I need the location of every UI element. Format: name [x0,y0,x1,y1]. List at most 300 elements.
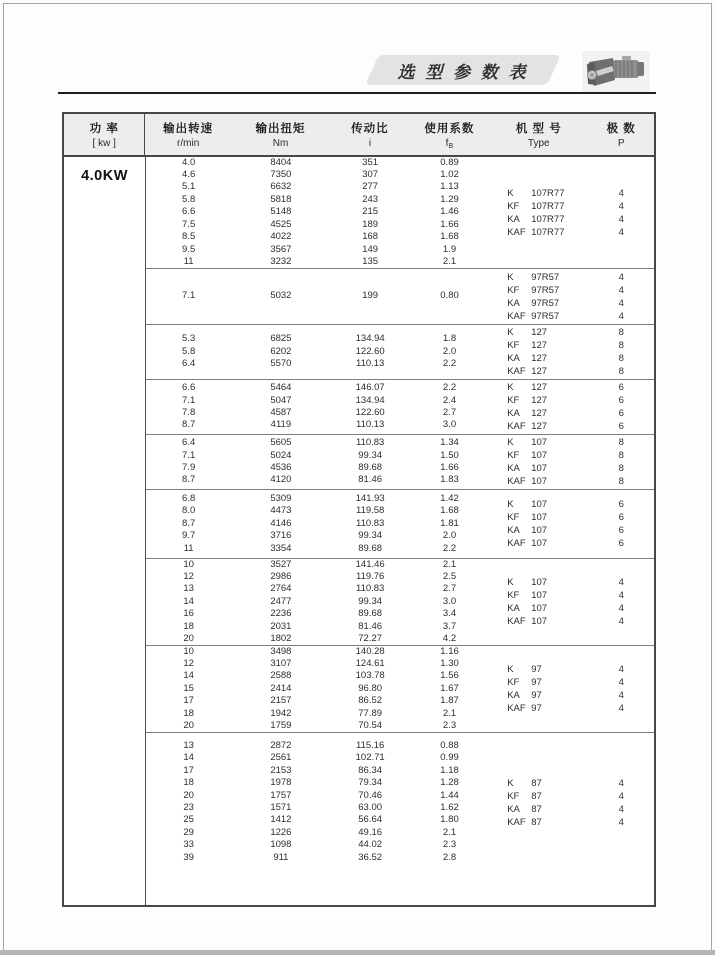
output-torque-value: 3498 [270,645,292,657]
poles-value: 4 [618,310,624,322]
ratio-value: 103.78 [355,670,385,682]
output-torque-value: 5032 [270,290,292,302]
type-designation [507,615,588,628]
output-torque-value: 2153 [270,764,292,776]
service-factor-value: 1.02 [440,169,459,181]
ratio-value: 102.71 [355,752,385,764]
c-torque-column [231,559,330,645]
ratio-value: 122.60 [355,345,385,357]
service-factor-value: 3.0 [442,595,457,607]
ratio-value: 119.58 [355,505,385,517]
output-torque-value: 3567 [270,243,292,255]
ratio-value: 70.46 [358,789,383,801]
c-torque-column [231,325,330,379]
output-torque-value: 3527 [270,558,292,570]
service-factor-value: 1.87 [440,695,459,707]
service-factor-value: 2.0 [442,530,457,542]
service-factor-value: 0.80 [440,290,459,302]
service-factor-value: 2.4 [442,394,457,406]
header-ratio: 传动比 i [351,123,389,149]
output-speed-value: 6.8 [182,492,196,504]
output-speed-value: 14 [183,752,194,764]
output-speed-value: 4.0 [182,156,196,168]
poles-value: 4 [618,284,624,296]
output-speed-value: 4.6 [182,169,196,181]
ratio-value: 124.61 [355,657,385,669]
output-torque-value: 2561 [270,752,292,764]
poles-value: 8 [618,476,624,487]
output-speed-value: 6.4 [182,437,196,449]
ratio-value: 307 [362,169,379,181]
c-speed-column [146,733,231,906]
ratio-value: 122.60 [355,407,385,418]
type-model: 127 [531,353,548,364]
ratio-value: 110.83 [355,437,385,449]
output-speed-value: 5.1 [182,181,196,193]
output-torque-value: 6202 [270,345,292,357]
c-speed-column [146,559,231,645]
poles-column [589,435,654,489]
type-designation [507,462,588,475]
output-speed-value: 7.9 [182,462,196,473]
c-speed-column [146,490,231,558]
service-factor-value: 1.34 [440,437,459,449]
poles-value: 4 [618,577,624,588]
type-prefix: K [507,437,514,448]
ratio-value: 96.80 [358,682,383,694]
output-torque-value: 3232 [270,255,292,267]
poles-value: 4 [618,226,624,238]
ratio-value: 44.02 [358,839,383,851]
poles-value: 6 [618,525,624,536]
ratio-value: 149 [362,243,379,255]
service-factor-value: 2.2 [442,358,457,370]
output-torque-value: 3107 [270,657,292,669]
type-model: 97 [531,664,542,675]
c-speed-column [146,646,231,732]
service-factor-value: 1.13 [440,181,459,193]
type-designation [507,226,588,239]
poles-value: 8 [618,353,624,364]
poles-value: 4 [618,804,624,815]
output-torque-value: 5605 [270,437,292,449]
poles-value: 6 [618,512,624,523]
poles-value: 4 [618,297,624,309]
c-fb-column [410,157,489,268]
ratio-value: 79.34 [358,777,383,789]
output-torque-value: 2764 [270,583,292,595]
type-model: 107 [531,463,548,474]
c-fb-column [410,435,489,489]
page-title: 选 型 参 数 表 [397,62,529,82]
c-ratio-column [330,380,409,434]
ratio-value: 110.13 [355,358,385,370]
type-model: 107R77 [531,187,565,199]
ratio-value: 141.46 [355,558,385,570]
type-column [489,269,588,324]
ratio-value: 110.83 [355,583,385,595]
output-speed-value: 9.7 [182,530,196,542]
type-designation [507,310,588,323]
ratio-value: 140.28 [355,645,385,657]
output-torque-value: 1757 [270,789,292,801]
type-column [489,733,588,906]
type-column [489,646,588,732]
output-speed-value: 8.0 [182,505,196,517]
output-speed-value: 6.6 [182,206,196,218]
service-factor-value: 0.99 [440,752,459,764]
type-prefix: KAF [507,366,526,377]
ratio-value: 215 [362,206,379,218]
type-model: 127 [531,327,548,338]
type-model: 97R57 [531,284,560,296]
poles-value: 4 [618,703,624,714]
type-model: 87 [531,791,542,802]
service-factor-value: 1.68 [440,505,459,517]
output-torque-value: 4120 [270,474,292,486]
output-speed-value: 18 [183,777,194,789]
output-speed-value: 9.5 [182,243,196,255]
type-column [489,490,588,558]
type-column [489,325,588,379]
header-poles: 极 数 P [606,123,636,149]
type-designation [507,524,588,537]
output-torque-value: 3354 [270,542,292,554]
type-designation [507,339,588,352]
type-prefix: K [507,382,514,393]
service-factor-value: 1.83 [440,474,459,486]
type-designation [507,676,588,689]
poles-value: 4 [618,187,624,199]
service-factor-value: 2.8 [442,851,457,863]
type-model: 107 [531,603,548,614]
type-designation [507,213,588,226]
ratio-value: 134.94 [355,394,385,406]
ratio-value: 81.46 [358,620,383,632]
output-torque-value: 4119 [270,419,292,431]
page-bottom-edge [0,950,715,955]
c-speed-column [146,325,231,379]
ratio-value: 99.34 [358,530,383,542]
output-torque-value: 4536 [270,462,292,473]
type-model: 127 [531,421,548,432]
type-prefix: KA [507,463,520,474]
output-torque-value: 4022 [270,231,292,243]
output-speed-value: 16 [183,608,194,620]
ratio-value: 86.52 [358,695,383,707]
type-prefix: K [507,187,514,199]
table-block [146,490,654,559]
output-speed-value: 7.5 [182,218,196,230]
output-torque-value: 1098 [270,839,292,851]
service-factor-value: 1.62 [440,802,459,814]
type-model: 127 [531,382,548,393]
type-designation [507,420,588,433]
c-torque-column [231,435,330,489]
type-model: 97 [531,703,542,714]
c-torque-column [231,733,330,906]
ratio-value: 36.52 [358,851,383,863]
service-factor-value: 2.7 [442,583,457,595]
type-prefix: K [507,664,514,675]
poles-value: 8 [618,340,624,351]
poles-value: 6 [618,499,624,510]
ratio-value: 72.27 [358,633,383,645]
output-torque-value: 2414 [270,682,292,694]
ratio-value: 89.68 [358,542,383,554]
poles-value: 4 [618,271,624,283]
output-speed-value: 8.7 [182,419,196,431]
output-torque-value: 5464 [270,382,292,394]
type-prefix: KA [507,353,520,364]
c-fb-column [410,325,489,379]
output-torque-value: 5024 [270,449,292,461]
ratio-value: 243 [362,193,379,205]
type-designation [507,352,588,365]
poles-column [589,157,654,268]
service-factor-value: 2.0 [442,345,457,357]
type-designation [507,297,588,310]
type-designation [507,511,588,524]
ratio-value: 86.34 [358,764,383,776]
output-speed-value: 13 [183,740,194,751]
ratio-value: 115.16 [355,740,385,751]
poles-column [589,646,654,732]
output-torque-value: 911 [273,851,289,863]
service-factor-value: 1.50 [440,449,459,461]
ratio-value: 81.46 [358,474,383,486]
service-factor-value: 2.2 [442,382,457,394]
poles-value: 6 [618,538,624,549]
ratio-value: 89.68 [358,462,383,473]
gearmotor-product-image [582,51,650,93]
poles-value: 4 [618,616,624,627]
ratio-value: 141.93 [355,492,385,504]
type-designation [507,365,588,378]
table-body [64,157,654,905]
output-speed-value: 7.1 [182,394,196,406]
poles-value: 4 [618,590,624,601]
ratio-value: 99.34 [358,449,383,461]
type-designation [507,589,588,602]
type-designation [507,407,588,420]
power-value: 4.0KW [81,168,128,184]
poles-value: 4 [618,200,624,212]
output-torque-value: 5309 [270,492,292,504]
c-fb-column [410,269,489,324]
output-speed-value: 18 [183,620,194,632]
type-prefix: KF [507,340,520,351]
header-output-speed: 输出转速 r/min [163,123,214,149]
type-column [489,157,588,268]
output-torque-value: 3716 [270,530,292,542]
output-speed-value: 7.1 [182,449,196,461]
service-factor-value: 1.18 [440,764,459,776]
service-factor-value: 1.80 [440,814,459,826]
type-prefix: K [507,778,514,789]
header-rule [58,92,656,94]
selection-parameter-table [62,112,656,907]
type-prefix: KF [507,512,520,523]
c-ratio-column [330,157,409,268]
ratio-value: 49.16 [358,826,383,838]
service-factor-value: 1.56 [440,670,459,682]
type-designation [507,187,588,200]
type-model: 97 [531,677,542,688]
output-speed-value: 6.6 [182,382,196,394]
ratio-value: 189 [362,218,379,230]
poles-column [589,380,654,434]
output-torque-value: 5047 [270,394,292,406]
service-factor-value: 2.1 [442,558,457,570]
power-column [64,157,146,905]
output-torque-value: 6632 [270,181,292,193]
poles-column [589,490,654,558]
ratio-value: 168 [362,231,379,243]
output-speed-value: 13 [183,583,194,595]
c-ratio-column [330,325,409,379]
type-model: 107 [531,538,548,549]
type-model: 97R57 [531,297,560,309]
type-designation [507,326,588,339]
type-prefix: K [507,271,514,283]
type-designation [507,200,588,213]
poles-value: 8 [618,366,624,377]
type-model: 87 [531,804,542,815]
c-torque-column [231,646,330,732]
table-block [146,559,654,646]
output-speed-value: 11 [183,542,194,554]
service-factor-value: 1.29 [440,193,459,205]
type-designation [507,576,588,589]
c-ratio-column [330,646,409,732]
ratio-value: 56.64 [358,814,383,826]
service-factor-value: 3.7 [442,620,457,632]
c-speed-column [146,157,231,268]
type-model: 107R77 [531,200,565,212]
output-speed-value: 14 [183,670,194,682]
type-prefix: KA [507,213,520,225]
type-designation [507,498,588,511]
output-speed-value: 29 [183,826,194,838]
output-speed-value: 8.7 [182,474,196,486]
service-factor-value: 1.30 [440,657,459,669]
output-speed-value: 17 [183,764,194,776]
output-torque-value: 2031 [270,620,292,632]
type-designation [507,803,588,816]
type-designation [507,816,588,829]
type-prefix: KAF [507,817,526,828]
service-factor-value: 1.66 [440,218,459,230]
type-prefix: KF [507,450,520,461]
type-prefix: KF [507,200,520,212]
output-speed-value: 18 [183,707,194,719]
table-block [146,733,654,906]
type-designation [507,689,588,702]
poles-column [589,733,654,906]
poles-value: 4 [618,817,624,828]
c-fb-column [410,733,489,906]
type-designation [507,702,588,715]
poles-value: 4 [618,213,624,225]
type-model: 107 [531,577,548,588]
output-torque-value: 1759 [270,720,292,732]
type-prefix: KA [507,804,520,815]
service-factor-value: 1.67 [440,682,459,694]
type-prefix: KA [507,525,520,536]
output-torque-value: 8404 [270,156,292,168]
type-prefix: KAF [507,703,526,714]
service-factor-value: 1.68 [440,231,459,243]
ratio-value: 110.13 [355,419,385,431]
ratio-value: 199 [362,290,379,302]
output-speed-value: 33 [183,839,194,851]
service-factor-value: 4.2 [442,633,457,645]
ratio-value: 63.00 [358,802,383,814]
type-designation [507,394,588,407]
output-speed-value: 5.8 [182,193,196,205]
type-prefix: KF [507,791,520,802]
type-prefix: KA [507,690,520,701]
table-header-row [64,114,654,157]
output-torque-value: 2588 [270,670,292,682]
type-prefix: KAF [507,421,526,432]
type-model: 107 [531,512,548,523]
output-speed-value: 20 [183,789,194,801]
output-torque-value: 1802 [270,633,292,645]
header-power: 功 率 [ kw ] [64,114,145,155]
poles-column [589,559,654,645]
output-speed-value: 20 [183,633,194,645]
type-model: 107R77 [531,226,565,238]
c-ratio-column [330,559,409,645]
type-model: 107 [531,437,548,448]
c-ratio-column [330,269,409,324]
service-factor-value: 0.89 [440,156,459,168]
output-speed-value: 5.3 [182,333,196,345]
output-speed-value: 12 [183,570,194,582]
output-speed-value: 17 [183,695,194,707]
type-designation [507,381,588,394]
poles-value: 4 [618,791,624,802]
type-model: 127 [531,408,548,419]
service-factor-value: 1.9 [442,243,457,255]
service-factor-value: 1.16 [440,645,459,657]
c-torque-column [231,490,330,558]
service-factor-value: 2.5 [442,570,457,582]
section-banner [372,55,554,85]
c-fb-column [410,380,489,434]
output-speed-value: 20 [183,720,194,732]
service-factor-value: 0.88 [440,740,459,751]
poles-value: 6 [618,421,624,432]
type-prefix: K [507,499,514,510]
type-prefix: KF [507,590,520,601]
service-factor-value: 2.3 [442,839,457,851]
type-model: 97R57 [531,271,560,283]
c-fb-column [410,490,489,558]
type-column [489,559,588,645]
poles-value: 8 [618,437,624,448]
output-torque-value: 2872 [270,740,292,751]
ratio-value: 134.94 [355,333,385,345]
table-block [146,157,654,269]
type-model: 127 [531,340,548,351]
type-designation [507,537,588,550]
output-torque-value: 5570 [270,358,292,370]
output-speed-value: 11 [183,255,194,267]
type-prefix: KAF [507,616,526,627]
